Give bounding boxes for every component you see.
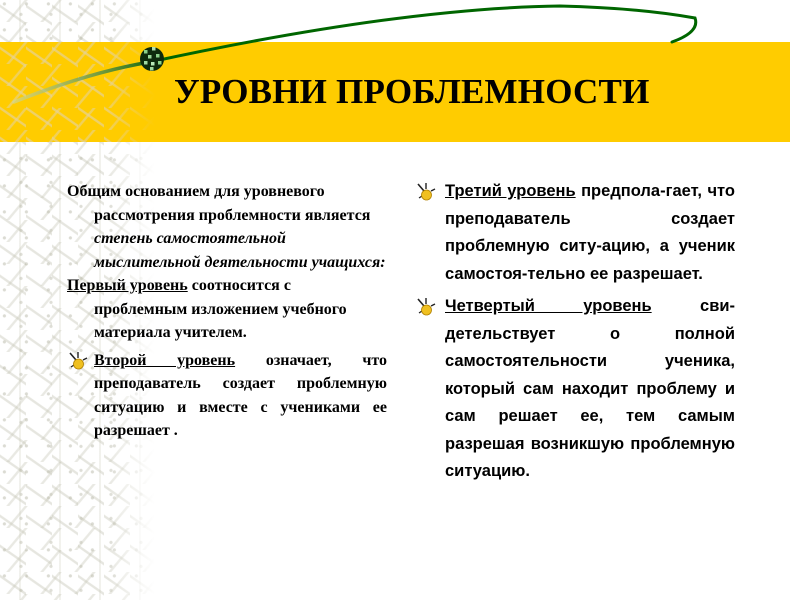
sun-bullet-icon bbox=[67, 351, 89, 371]
level2-paragraph bbox=[67, 349, 387, 443]
level1-term: Первый уровень bbox=[67, 277, 188, 294]
left-column bbox=[67, 180, 387, 443]
intro-text: Общим основанием для уровневого рассмотрения проблемности является bbox=[67, 183, 371, 224]
level1-paragraph bbox=[67, 274, 387, 345]
level4-text: сви-детельствует о полной самостоятельности ученика, который сам находит проблему и сам решает ее, тем самым разрешая возникшую проблемную ситуацию. bbox=[445, 297, 735, 480]
level2-text: означает, что преподаватель создает проблемную ситуацию и вместе с учениками ее разрешает . bbox=[94, 351, 388, 439]
level2-term: Второй уровень bbox=[94, 351, 236, 369]
level4-paragraph bbox=[445, 293, 735, 486]
sun-bullet-icon bbox=[415, 297, 437, 317]
slide-title: УРОВНИ ПРОБЛЕМНОСТИ bbox=[174, 72, 650, 111]
right-column bbox=[445, 178, 735, 491]
level3-paragraph bbox=[445, 178, 735, 288]
level3-text: предпола-гает, что преподаватель создает проблемную ситу-ацию, а ученик самостоя-тельно ее разрешает. bbox=[445, 182, 735, 283]
level4-term: Четвертый уровень bbox=[445, 297, 652, 315]
intro-paragraph bbox=[67, 180, 387, 274]
sun-bullet-icon bbox=[415, 182, 437, 202]
intro-italic-text: степень самостоятельной мыслительной деятельности учащихся: bbox=[94, 230, 386, 271]
level1-text: соотносится с проблемным изложением учебного материала учителем. bbox=[94, 277, 347, 341]
title-bar-pattern bbox=[0, 42, 155, 142]
level3-term: Третий уровень bbox=[445, 182, 576, 200]
